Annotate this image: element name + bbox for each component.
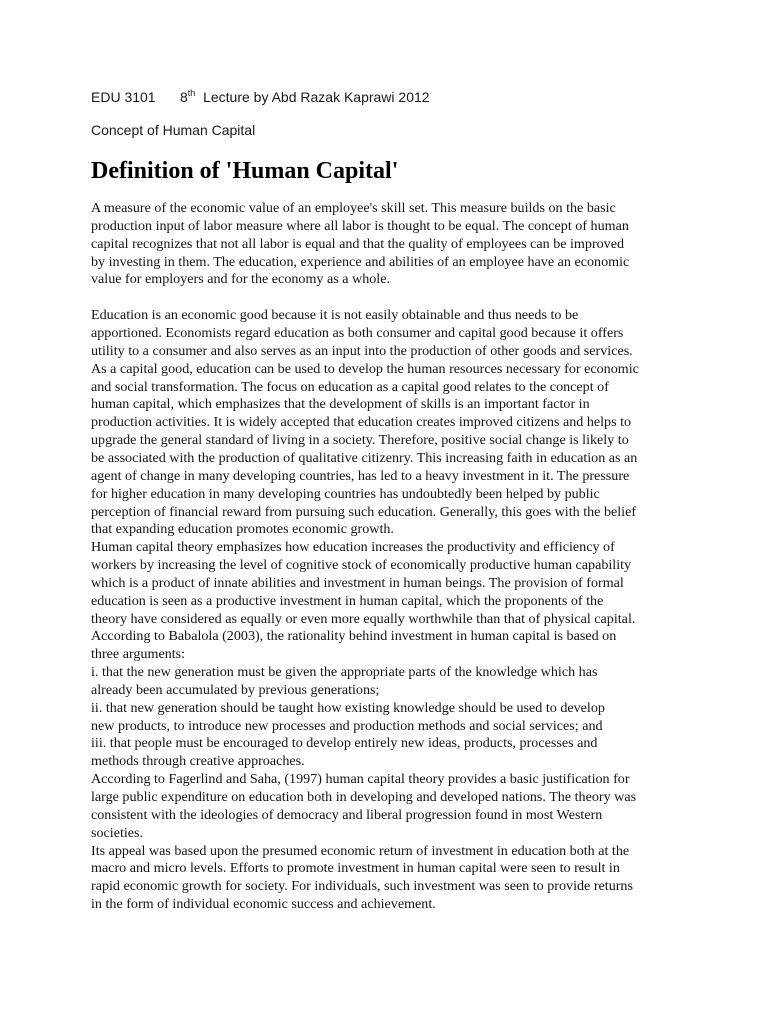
- text-line: According to Babalola (2003), the rationality behind investment in human capital is based on: [91, 628, 617, 645]
- paragraph-definition: [91, 200, 683, 289]
- text-line: upgrade the general standard of living in a society. Therefore, positive social change is likely to: [91, 432, 629, 449]
- text-line: iii. that people must be encouraged to develop entirely new ideas, products, processes and: [91, 735, 598, 752]
- lecture-author: Lecture by Abd Razak Kaprawi 2012: [195, 89, 430, 105]
- text-line: new products, to introduce new processes and production methods and social services; and: [91, 717, 603, 734]
- text-line: that expanding education promotes economic growth.: [91, 521, 394, 538]
- text-line: perception of financial reward from pursuing such education. Generally, this goes with the belief: [91, 503, 637, 520]
- text-line: A measure of the economic value of an employee's skill set. This measure builds on the basic: [91, 200, 616, 216]
- text-line: production input of labor measure where all labor is thought to be equal. The concept of human: [91, 217, 629, 234]
- lecture-ordinal-suffix: th: [187, 88, 196, 98]
- paragraph-education: [91, 307, 683, 914]
- text-line: i. that the new generation must be given the appropriate parts of the knowledge which has: [91, 664, 598, 681]
- text-line: be associated with the production of qualitative citizenry. This increasing faith in education as an: [91, 449, 638, 466]
- text-line: workers by increasing the level of cognitive stock of economically productive human capability: [91, 557, 632, 574]
- text-line: production activities. It is widely accepted that education creates improved citizens and helps to: [91, 414, 632, 431]
- text-line: rapid economic growth for society. For individuals, such investment was seen to provide returns: [91, 878, 633, 895]
- text-line: large public expenditure on education both in developing and developed nations. The theory was: [91, 789, 637, 805]
- text-line: apportioned. Economists regard education as both consumer and capital good because it offers: [91, 325, 624, 342]
- text-line: Human capital theory emphasizes how education increases the productivity and efficiency of: [91, 539, 615, 556]
- text-line: education is seen as a productive investment in human capital, which the proponents of the: [91, 592, 604, 609]
- text-line: theory have considered as equally or even more equally worthwhile than that of physical capital.: [91, 610, 636, 627]
- page-title: Definition of 'Human Capital': [91, 158, 399, 184]
- text-line: macro and micro levels. Efforts to promote investment in human capital were seen to result in: [91, 860, 620, 877]
- topic-subtitle: Concept of Human Capital: [91, 122, 256, 138]
- text-line: capital recognizes that not all labor is equal and that the quality of employees can be improved: [91, 235, 625, 252]
- lecture-number: 8: [180, 89, 188, 105]
- text-line: societies.: [91, 824, 144, 841]
- text-line: According to Fagerlind and Saha, (1997) human capital theory provides a basic justification for: [91, 771, 630, 788]
- lecture-header: [91, 88, 683, 107]
- text-line: which is a product of innate abilities and investment in human beings. The provision of formal: [91, 574, 624, 591]
- text-line: for higher education in many developing countries has undoubtedly been helped by public: [91, 485, 600, 502]
- text-line: As a capital good, education can be used to develop the human resources necessary for economic: [91, 360, 639, 377]
- text-line: and social transformation. The focus on education as a capital good relates to the concept of: [91, 378, 609, 395]
- course-code: EDU 3101: [91, 89, 156, 105]
- text-line: already been accumulated by previous generations;: [91, 681, 380, 698]
- text-line: Its appeal was based upon the presumed economic return of investment in education both at the: [91, 842, 630, 859]
- document-page: [91, 88, 683, 914]
- text-line: human capital, which emphasizes that the development of skills is an important factor in: [91, 396, 590, 413]
- text-line: methods through creative approaches.: [91, 753, 305, 770]
- text-line: ii. that new generation should be taught how existing knowledge should be used to develop: [91, 699, 605, 716]
- text-line: value for employers and for the economy as a whole.: [91, 271, 390, 288]
- text-line: in the form of individual economic success and achievement.: [91, 896, 436, 913]
- text-line: consistent with the ideologies of democracy and liberal progression found in most Western: [91, 806, 603, 823]
- text-line: agent of change in many developing countries, has led to a heavy investment in it. The pressure: [91, 467, 630, 484]
- text-line: by investing in them. The education, experience and abilities of an employee have an economic: [91, 253, 630, 270]
- text-line: three arguments:: [91, 646, 186, 663]
- text-line: utility to a consumer and also serves as an input into the production of other goods and services.: [91, 342, 633, 359]
- text-line: Education is an economic good because it is not easily obtainable and thus needs to be: [91, 307, 579, 324]
